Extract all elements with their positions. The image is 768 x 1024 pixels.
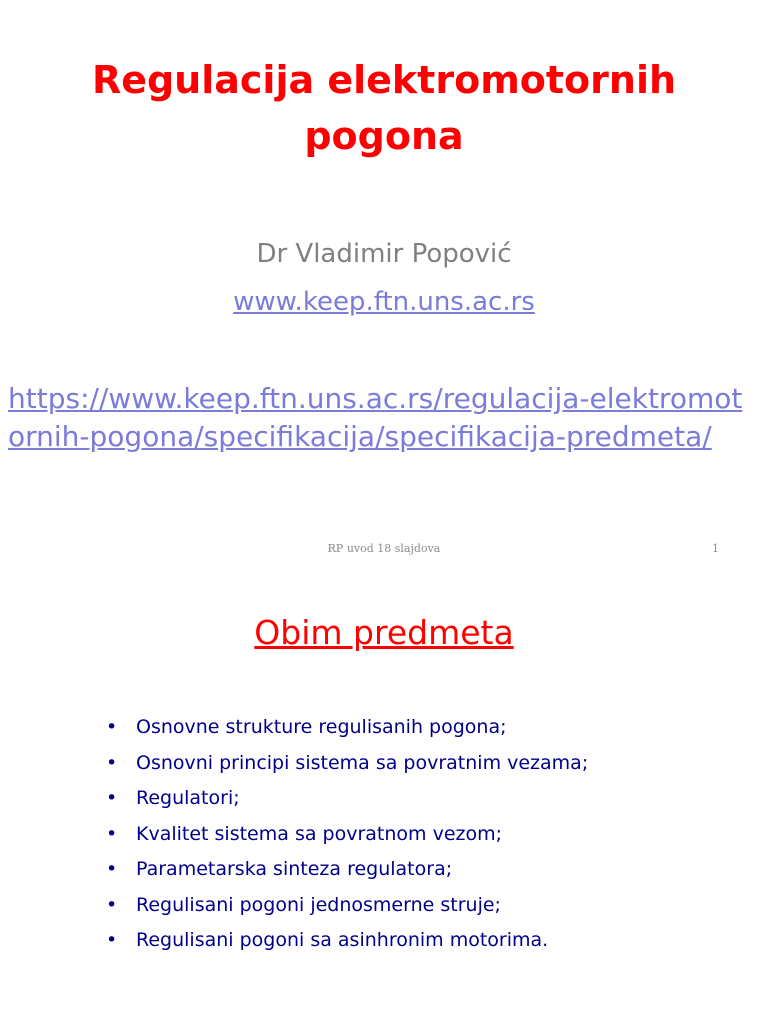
list-item bbox=[100, 817, 588, 853]
list-item bbox=[100, 781, 588, 817]
list-item bbox=[100, 746, 588, 782]
author-name: Dr Vladimir Popović bbox=[256, 239, 512, 269]
course-spec-link-line-2: ornih-pogona/specifikacija/specifikacija-predmeta/ bbox=[8, 420, 712, 453]
list-item bbox=[100, 852, 588, 888]
course-spec-link[interactable] bbox=[8, 382, 742, 453]
list-item-text: Regulisani pogoni sa asinhronim motorima. bbox=[136, 929, 549, 951]
list-item-text: Osnovne strukture regulisanih pogona; bbox=[136, 716, 507, 738]
page-number: 1 bbox=[712, 542, 719, 555]
slide-title-line-2: pogona bbox=[304, 114, 464, 158]
bullet-icon: • bbox=[106, 716, 118, 738]
bullet-icon: • bbox=[106, 858, 118, 880]
list-item-text: Kvalitet sistema sa povratnom vezom; bbox=[136, 822, 503, 845]
slide-title-line-1: Regulacija elektromotornih bbox=[91, 58, 677, 102]
list-item-text: Regulatori; bbox=[136, 787, 240, 809]
slide-title bbox=[0, 52, 768, 164]
bullet-icon: • bbox=[106, 893, 118, 916]
list-item-text: Parametarska sinteza regulatora; bbox=[136, 858, 453, 880]
bullet-icon: • bbox=[106, 787, 118, 809]
list-item-text: Regulisani pogoni jednosmerne struje; bbox=[136, 893, 501, 916]
section-title: Obim predmeta bbox=[254, 613, 514, 652]
slide-footer-label: RP uvod 18 slajdova bbox=[327, 542, 441, 555]
bullet-icon: • bbox=[106, 822, 118, 845]
course-spec-link-container bbox=[8, 380, 758, 456]
website-link-container bbox=[0, 284, 768, 320]
list-item bbox=[100, 888, 588, 924]
course-spec-link-line-1: https://www.keep.ftn.uns.ac.rs/regulacija-elektromot bbox=[8, 382, 743, 415]
list-item bbox=[100, 923, 588, 959]
bullet-icon: • bbox=[106, 929, 118, 951]
website-link[interactable]: www.keep.ftn.uns.ac.rs bbox=[233, 287, 535, 317]
topic-list bbox=[100, 710, 588, 959]
list-item bbox=[100, 710, 588, 746]
bullet-icon: • bbox=[106, 751, 118, 774]
list-item-text: Osnovni principi sistema sa povratnim vezama; bbox=[136, 751, 589, 774]
